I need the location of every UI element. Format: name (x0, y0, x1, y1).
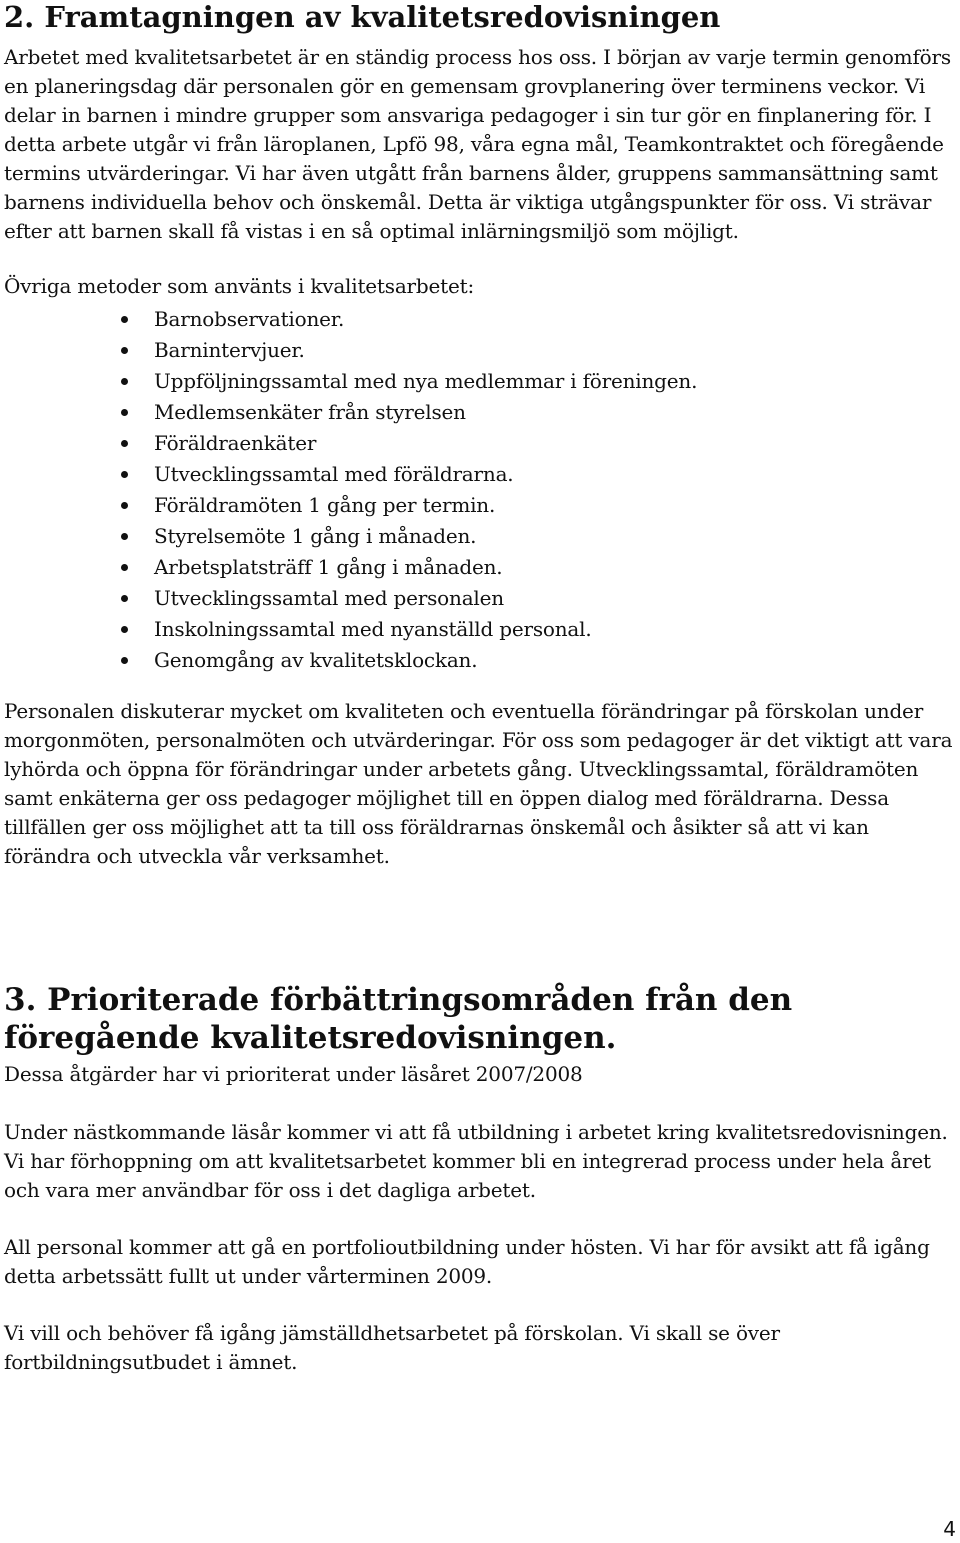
bullet-icon (121, 440, 128, 447)
section-3-paragraph-1: Under nästkommande läsår kommer vi att få utbildning i arbetet kring kvalitetsredovisningen. Vi har förhoppning om att kvalitetsarbetet kommer bli en integrerad process under hela året och vara mer användbar för oss i det dagliga arbetet. (4, 1120, 948, 1202)
method-label: Arbetsplatsträff 1 gång i månaden. (154, 555, 503, 579)
bullet-icon (121, 471, 128, 478)
bullet-icon (121, 564, 128, 571)
method-label: Genomgång av kvalitetsklockan. (154, 648, 478, 672)
method-list-item (4, 645, 956, 676)
bullet-icon (121, 378, 128, 385)
method-label: Föräldramöten 1 gång per termin. (154, 493, 496, 517)
bullet-icon (121, 316, 128, 323)
method-label: Medlemsenkäter från styrelsen (154, 400, 466, 424)
section-2-paragraph-2: Personalen diskuterar mycket om kvaliteten och eventuella förändringar på förskolan under morgonmöten, personalmöten och utvärderingar. För oss som pedagoger är det viktigt att vara lyhörda och öppna för förändringar under arbetets gång. Utvecklingssamtal, föräldramöten samt enkäterna ger oss pedagoger möjlighet till en öppen dialog med föräldrarna. Dessa tillfällen ger oss möjlighet att ta till oss föräldrarnas önskemål och åsikter så att vi kan förändra och utveckla vår verksamhet. (4, 699, 953, 868)
bullet-icon (121, 347, 128, 354)
methods-list (4, 304, 956, 676)
bullet-icon (121, 626, 128, 633)
method-label: Inskolningssamtal med nyanställd personal. (154, 617, 592, 641)
method-list-item (4, 552, 956, 583)
method-list-item (4, 366, 956, 397)
methods-intro: Övriga metoder som använts i kvalitetsarbetet: (4, 274, 474, 298)
section-2-heading: 2. Framtagningen av kvalitetsredovisningen (4, 0, 721, 34)
method-label: Föräldraenkäter (154, 431, 317, 455)
method-list-item (4, 583, 956, 614)
document-page (4, 0, 956, 1377)
method-list-item (4, 304, 956, 335)
method-list-item (4, 490, 956, 521)
method-label: Styrelsemöte 1 gång i månaden. (154, 524, 477, 548)
section-2-paragraph-1: Arbetet med kvalitetsarbetet är en ständig process hos oss. I början av varje termin genomförs en planeringsdag där personalen gör en gemensam grovplanering över terminens veckor. Vi delar in barnen i mindre grupper som ansvariga pedagoger i sin tur gör en finplanering för. I detta arbete utgår vi från läroplanen, Lpfö 98, våra egna mål, Teamkontraktet och föregående termins utvärderingar. Vi har även utgått från barnens ålder, gruppens sammansättning samt barnens individuella behov och önskemål. Detta är viktiga utgångspunkter för oss. Vi strävar efter att barnen skall få vistas i en så optimal inlärningsmiljö som möjligt. (4, 45, 951, 243)
method-list-item (4, 428, 956, 459)
section-3-intro: Dessa åtgärder har vi prioriterat under läsåret 2007/2008 (4, 1062, 583, 1086)
section-3-paragraph-3: Vi vill och behöver få igång jämställdhetsarbetet på förskolan. Vi skall se över fortbildningsutbudet i ämnet. (4, 1321, 780, 1374)
method-list-item (4, 335, 956, 366)
method-label: Barnobservationer. (154, 307, 345, 331)
method-label: Uppföljningssamtal med nya medlemmar i föreningen. (154, 369, 698, 393)
section-3-paragraph-2: All personal kommer att gå en portfolioutbildning under hösten. Vi har för avsikt att få igång detta arbetssätt fullt ut under vårterminen 2009. (4, 1235, 930, 1288)
method-label: Barnintervjuer. (154, 338, 305, 362)
method-list-item (4, 521, 956, 552)
bullet-icon (121, 533, 128, 540)
method-list-item (4, 397, 956, 428)
method-label: Utvecklingssamtal med föräldrarna. (154, 462, 514, 486)
bullet-icon (121, 502, 128, 509)
bullet-icon (121, 595, 128, 602)
method-list-item (4, 459, 956, 490)
bullet-icon (121, 657, 128, 664)
method-list-item (4, 614, 956, 645)
method-label: Utvecklingssamtal med personalen (154, 586, 504, 610)
bullet-icon (121, 409, 128, 416)
page-number: 4 (943, 1517, 956, 1541)
section-3-heading: 3. Prioriterade förbättringsområden från den föregående kvalitetsredovisningen. (4, 982, 793, 1056)
